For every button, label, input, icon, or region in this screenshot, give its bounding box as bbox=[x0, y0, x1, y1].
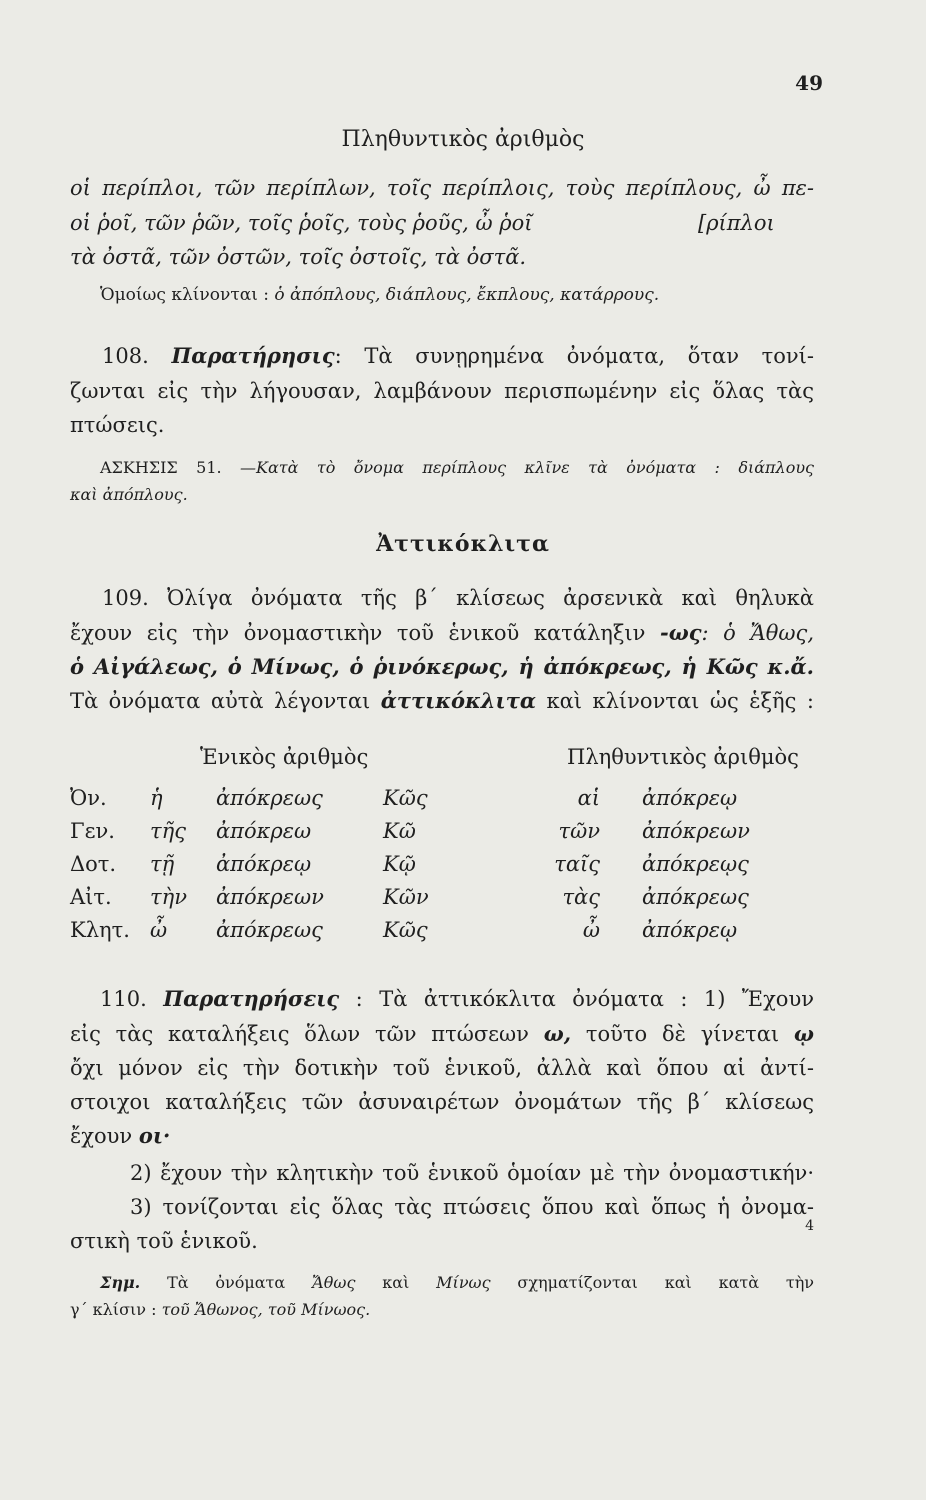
note-tail: σχηματίζονται καὶ κατὰ τὴν bbox=[517, 1273, 815, 1292]
para-110-line-3: ὄχι μόνον εἰς τὴν δοτικὴν τοῦ ἑνικοῦ, ἀλλὰ καὶ ὅπου αἱ ἀντί- bbox=[70, 1056, 814, 1080]
exercise-51-line-1 bbox=[100, 455, 814, 481]
singular-noun: ἀπόκρεων bbox=[216, 885, 324, 909]
para-110-line-7: 3) τονίζονται εἰς ὅλας τὰς πτώσεις ὅπου καὶ ὅπως ἡ ὀνομα- bbox=[130, 1195, 814, 1219]
para-109-line-3: ὁ Αἰγάλεως, ὁ Μίνως, ὁ ῥινόκερως, ἡ ἀπόκρεως, ἡ Κῶς κ.ἄ. bbox=[70, 654, 814, 679]
note-line-2-text: γ΄ κλίσιν : bbox=[70, 1300, 157, 1319]
singular-kos: Κῶς bbox=[383, 918, 428, 942]
para-109-text: ἔχουν εἰς τὴν ὀνομαστικὴν τοῦ ἑνικοῦ κατάληξιν bbox=[70, 621, 646, 645]
note-conj: καὶ bbox=[382, 1273, 410, 1292]
singular-noun: ἀπόκρεω bbox=[216, 819, 312, 843]
note-line-2 bbox=[70, 1297, 370, 1323]
para-110-text: : Τὰ ἀττικόκλιτα ὀνόματα : 1) Ἔχουν bbox=[355, 987, 814, 1011]
similar-label: Ὁμοίως κλίνονται : bbox=[100, 285, 269, 305]
para-108-title: Παρατήρησις bbox=[171, 343, 335, 368]
singular-article: ἡ bbox=[150, 786, 163, 810]
plural-article: τῶν bbox=[558, 819, 600, 843]
singular-noun: ἀπόκρεως bbox=[216, 918, 323, 942]
singular-noun: ἀπόκρεως bbox=[216, 786, 323, 810]
para-109-line-4-end: καὶ κλίνονται ὡς ἑξῆς : bbox=[546, 689, 814, 713]
para-109-ending: -ως bbox=[660, 620, 702, 645]
para-109-line-4-start: Τὰ ὀνόματα αὐτὰ λέγονται bbox=[70, 689, 371, 713]
case-label: Αἰτ. bbox=[70, 885, 112, 909]
plural-forms-line-2: οἱ ῥοῖ, τῶν ῥῶν, τοῖς ῥοῖς, τοὺς ῥοῦς, ὦ ῥοῖ bbox=[70, 211, 533, 235]
plural-noun: ἀπόκρεῳς bbox=[642, 852, 749, 876]
singular-article: τῆς bbox=[150, 819, 186, 843]
para-109-tail: : ὁ Ἄθως, bbox=[701, 621, 814, 645]
singular-article: τῇ bbox=[150, 852, 175, 876]
singular-noun: ἀπόκρεῳ bbox=[216, 852, 312, 876]
plural-article: αἱ bbox=[577, 786, 600, 810]
plural-forms-line-3: τὰ ὀστᾶ, τῶν ὀστῶν, τοῖς ὀστοῖς, τὰ ὀστᾶ. bbox=[70, 245, 527, 269]
para-110-line-5 bbox=[70, 1123, 170, 1149]
para-110-title: Παρατηρήσεις bbox=[163, 986, 340, 1011]
plural-noun: ἀπόκρεῳ bbox=[642, 786, 738, 810]
note-forms: τοῦ Ἄθωνος, τοῦ Μίνωος. bbox=[161, 1300, 371, 1319]
attic-heading: Ἀττικόκλιτα bbox=[376, 531, 550, 557]
similar-words: ὁ ἀπόπλους, διάπλους, ἔκπλους, κατάρρους. bbox=[274, 285, 660, 305]
para-109-line-2 bbox=[70, 620, 814, 646]
para-108-colon: : bbox=[334, 344, 342, 368]
para-110-number: 110. bbox=[100, 987, 147, 1011]
note-text: Τὰ ὀνόματα bbox=[167, 1273, 286, 1292]
exercise-51-text: —Κατὰ τὸ ὄνομα περίπλους κλῖνε τὰ ὀνόματα : διάπλους bbox=[240, 458, 815, 477]
singular-heading: Ἑνικὸς ἀριθμὸς bbox=[200, 745, 369, 769]
plural-forms-line-2-continuation: [ρίπλοι bbox=[698, 211, 775, 235]
plural-heading-table: Πληθυντικὸς ἀριθμὸς bbox=[567, 745, 799, 769]
plural-article: ταῖς bbox=[554, 852, 600, 876]
case-label: Ὀν. bbox=[70, 786, 107, 810]
similar-declension bbox=[100, 282, 659, 308]
case-label: Κλητ. bbox=[70, 918, 130, 942]
note-line-1 bbox=[100, 1270, 814, 1296]
case-label: Δοτ. bbox=[70, 852, 117, 876]
para-108-text: Τὰ συνῃρημένα ὀνόματα, ὅταν τονί- bbox=[364, 344, 814, 368]
para-108-line-1 bbox=[102, 343, 814, 369]
note-name-2: Μίνως bbox=[436, 1273, 491, 1292]
singular-kos: Κῶν bbox=[383, 885, 429, 909]
singular-article: τὴν bbox=[150, 885, 187, 909]
para-110-line-1 bbox=[100, 986, 814, 1012]
para-110-iota: ῳ bbox=[793, 1021, 814, 1046]
plural-forms-line-1: οἱ περίπλοι, τῶν περίπλων, τοῖς περίπλοις, τοὺς περίπλους, ὦ πε- bbox=[70, 176, 814, 200]
para-110-line-2 bbox=[70, 1021, 814, 1047]
para-110-line-4: στοιχοι καταλήξεις τῶν ἀσυναιρέτων ὀνομάτων τῆς β΄ κλίσεως bbox=[70, 1090, 814, 1114]
plural-article: ὦ bbox=[582, 918, 600, 942]
para-109-term: ἀττικόκλιτα bbox=[380, 688, 536, 713]
plural-noun: ἀπόκρεως bbox=[642, 885, 749, 909]
para-109-line-1: 109. Ὀλίγα ὀνόματα τῆς β΄ κλίσεως ἀρσενικὰ καὶ θηλυκὰ bbox=[102, 586, 814, 610]
singular-kos: Κῶς bbox=[383, 786, 428, 810]
plural-heading: Πληθυντικὸς ἀριθμὸς bbox=[341, 127, 585, 152]
case-label: Γεν. bbox=[70, 819, 115, 843]
exercise-51-line-2: καὶ ἀπόπλους. bbox=[70, 485, 188, 504]
para-108-number: 108. bbox=[102, 344, 149, 368]
plural-noun: ἀπόκρεῳ bbox=[642, 918, 738, 942]
singular-kos: Κῷ bbox=[383, 852, 416, 876]
exercise-51-label: ΑΣΚΗΣΙΣ 51. bbox=[100, 458, 222, 477]
para-110-line-2-tail: τοῦτο δὲ γίνεται bbox=[585, 1022, 780, 1046]
para-109-line-4 bbox=[70, 688, 814, 714]
para-110-line-6: 2) ἔχουν τὴν κλητικὴν τοῦ ἑνικοῦ ὁμοίαν μὲ τὴν ὀνομαστικήν· bbox=[130, 1161, 814, 1185]
para-110-line-5-text: ἔχουν bbox=[70, 1124, 133, 1148]
note-label: Σημ. bbox=[100, 1273, 141, 1292]
plural-noun: ἀπόκρεων bbox=[642, 819, 750, 843]
para-110-line-8: στικὴ τοῦ ἑνικοῦ. bbox=[70, 1229, 258, 1253]
para-108-line-2: ζωνται εἰς τὴν λήγουσαν, λαμβάνουν περισπωμένην εἰς ὅλας τὰς bbox=[70, 379, 814, 403]
para-110-omega: ω, bbox=[543, 1021, 572, 1046]
plural-article: τὰς bbox=[562, 885, 600, 909]
para-110-line-2-text: εἰς τὰς καταλήξεις ὅλων τῶν πτώσεων bbox=[70, 1022, 529, 1046]
para-108-line-3: πτώσεις. bbox=[70, 413, 165, 437]
singular-kos: Κῶ bbox=[383, 819, 416, 843]
singular-article: ὦ bbox=[150, 918, 168, 942]
page-number: 49 bbox=[795, 71, 823, 95]
note-name-1: Ἄθως bbox=[312, 1273, 356, 1292]
para-110-oi: οι· bbox=[138, 1123, 171, 1148]
margin-mark: 4 bbox=[805, 1218, 814, 1234]
